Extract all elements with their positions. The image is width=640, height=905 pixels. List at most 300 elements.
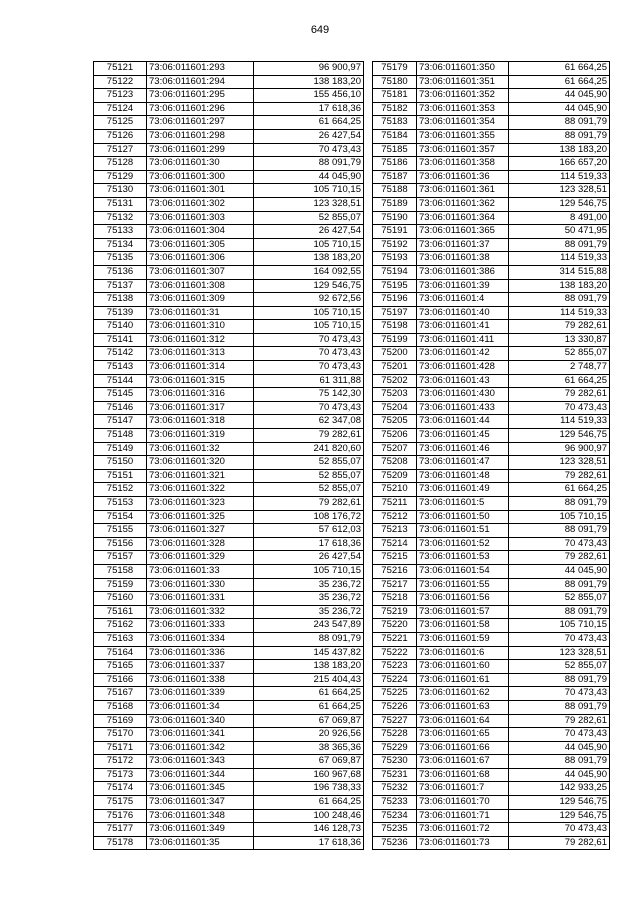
cadastral-value: 52 855,07: [254, 469, 364, 483]
cadastral-value: 57 612,03: [254, 524, 364, 538]
row-number: 75146: [94, 401, 147, 415]
row-number: 75167: [94, 687, 147, 701]
table-row: [94, 809, 364, 823]
cadastral-number: 73:06:011601:341: [147, 728, 254, 742]
table-row: [94, 551, 364, 565]
table-row: [373, 510, 610, 524]
table-row: [94, 755, 364, 769]
cadastral-number: 73:06:011601:350: [417, 62, 509, 76]
row-number: 75235: [373, 823, 417, 837]
cadastral-value: 70 473,43: [254, 333, 364, 347]
row-number: 75202: [373, 374, 417, 388]
cadastral-value: 105 710,15: [254, 306, 364, 320]
row-number: 75185: [373, 143, 417, 157]
cadastral-value: 215 404,43: [254, 673, 364, 687]
table-row: [373, 605, 610, 619]
cadastral-number: 73:06:011601:361: [417, 184, 509, 198]
cadastral-value: 50 471,95: [509, 225, 610, 239]
table-row: [373, 306, 610, 320]
table-row: [94, 429, 364, 443]
row-number: 75218: [373, 592, 417, 606]
cadastral-value: 44 045,90: [509, 741, 610, 755]
cadastral-value: 129 546,75: [509, 809, 610, 823]
row-number: 75209: [373, 469, 417, 483]
row-number: 75162: [94, 619, 147, 633]
cadastral-number: 73:06:011601:293: [147, 62, 254, 76]
row-number: 75190: [373, 211, 417, 225]
row-number: 75193: [373, 252, 417, 266]
cadastral-value: 44 045,90: [254, 170, 364, 184]
cadastral-value: 8 491,00: [509, 211, 610, 225]
table-row: [373, 211, 610, 225]
table-body-right: [373, 62, 610, 850]
cadastral-table-right: [372, 61, 610, 850]
table-row: [94, 660, 364, 674]
cadastral-value: 164 092,55: [254, 265, 364, 279]
table-row: [373, 687, 610, 701]
cadastral-number: 73:06:011601:338: [147, 673, 254, 687]
cadastral-value: 61 664,25: [509, 62, 610, 76]
cadastral-value: 52 855,07: [509, 347, 610, 361]
cadastral-value: 70 473,43: [254, 143, 364, 157]
cadastral-value: 146 128,73: [254, 823, 364, 837]
cadastral-number: 73:06:011601:66: [417, 741, 509, 755]
cadastral-value: 88 091,79: [509, 578, 610, 592]
cadastral-value: 314 515,88: [509, 265, 610, 279]
table-row: [94, 796, 364, 810]
row-number: 75165: [94, 660, 147, 674]
cadastral-number: 73:06:011601:339: [147, 687, 254, 701]
table-row: [94, 714, 364, 728]
cadastral-number: 73:06:011601:313: [147, 347, 254, 361]
table-row: [373, 170, 610, 184]
table-row: [94, 605, 364, 619]
row-number: 75135: [94, 252, 147, 266]
table-row: [373, 415, 610, 429]
cadastral-value: 79 282,61: [509, 714, 610, 728]
cadastral-number: 73:06:011601:411: [417, 333, 509, 347]
table-row: [373, 361, 610, 375]
table-row: [373, 116, 610, 130]
table-row: [373, 796, 610, 810]
cadastral-value: 44 045,90: [509, 102, 610, 116]
row-number: 75227: [373, 714, 417, 728]
row-number: 75205: [373, 415, 417, 429]
cadastral-value: 61 664,25: [509, 483, 610, 497]
cadastral-number: 73:06:011601:329: [147, 551, 254, 565]
row-number: 75232: [373, 782, 417, 796]
cadastral-value: 61 311,88: [254, 374, 364, 388]
cadastral-value: 70 473,43: [254, 361, 364, 375]
cadastral-number: 73:06:011601:301: [147, 184, 254, 198]
row-number: 75151: [94, 469, 147, 483]
row-number: 75173: [94, 768, 147, 782]
table-row: [94, 347, 364, 361]
row-number: 75131: [94, 197, 147, 211]
table-row: [94, 401, 364, 415]
table-row: [373, 333, 610, 347]
cadastral-number: 73:06:011601:310: [147, 320, 254, 334]
cadastral-number: 73:06:011601:4: [417, 293, 509, 307]
table-row: [373, 632, 610, 646]
cadastral-value: 79 282,61: [509, 836, 610, 850]
row-number: 75208: [373, 456, 417, 470]
cadastral-number: 73:06:011601:59: [417, 632, 509, 646]
row-number: 75201: [373, 361, 417, 375]
cadastral-value: 88 091,79: [509, 524, 610, 538]
cadastral-value: 123 328,51: [509, 646, 610, 660]
cadastral-value: 35 236,72: [254, 578, 364, 592]
cadastral-number: 73:06:011601:47: [417, 456, 509, 470]
cadastral-value: 70 473,43: [509, 632, 610, 646]
cadastral-value: 62 347,08: [254, 415, 364, 429]
table-row: [94, 782, 364, 796]
cadastral-value: 17 618,36: [254, 836, 364, 850]
cadastral-value: 26 427,54: [254, 225, 364, 239]
cadastral-value: 88 091,79: [509, 116, 610, 130]
row-number: 75233: [373, 796, 417, 810]
table-row: [373, 252, 610, 266]
cadastral-number: 73:06:011601:321: [147, 469, 254, 483]
table-row: [373, 102, 610, 116]
row-number: 75139: [94, 306, 147, 320]
table-row: [94, 728, 364, 742]
row-number: 75229: [373, 741, 417, 755]
row-number: 75196: [373, 293, 417, 307]
row-number: 75160: [94, 592, 147, 606]
cadastral-value: 70 473,43: [509, 401, 610, 415]
table-row: [373, 741, 610, 755]
row-number: 75147: [94, 415, 147, 429]
table-row: [373, 320, 610, 334]
cadastral-number: 73:06:011601:308: [147, 279, 254, 293]
table-row: [373, 578, 610, 592]
cadastral-number: 73:06:011601:358: [417, 157, 509, 171]
table-row: [94, 469, 364, 483]
table-row: [373, 700, 610, 714]
table-row: [373, 429, 610, 443]
table-row: [94, 673, 364, 687]
table-row: [94, 320, 364, 334]
cadastral-number: 73:06:011601:298: [147, 129, 254, 143]
row-number: 75231: [373, 768, 417, 782]
cadastral-value: 17 618,36: [254, 537, 364, 551]
cadastral-number: 73:06:011601:58: [417, 619, 509, 633]
table-row: [373, 660, 610, 674]
row-number: 75144: [94, 374, 147, 388]
table-row: [373, 456, 610, 470]
row-number: 75188: [373, 184, 417, 198]
cadastral-number: 73:06:011601:314: [147, 361, 254, 375]
table-row: [373, 551, 610, 565]
table-row: [94, 197, 364, 211]
row-number: 75140: [94, 320, 147, 334]
cadastral-value: 88 091,79: [509, 700, 610, 714]
cadastral-number: 73:06:011601:37: [417, 238, 509, 252]
table-row: [373, 442, 610, 456]
cadastral-value: 123 328,51: [509, 456, 610, 470]
cadastral-value: 52 855,07: [254, 211, 364, 225]
table-row: [373, 374, 610, 388]
row-number: 75157: [94, 551, 147, 565]
cadastral-number: 73:06:011601:56: [417, 592, 509, 606]
cadastral-value: 105 710,15: [509, 619, 610, 633]
cadastral-number: 73:06:011601:307: [147, 265, 254, 279]
cadastral-number: 73:06:011601:354: [417, 116, 509, 130]
cadastral-number: 73:06:011601:53: [417, 551, 509, 565]
cadastral-value: 79 282,61: [254, 497, 364, 511]
cadastral-value: 88 091,79: [509, 673, 610, 687]
cadastral-number: 73:06:011601:73: [417, 836, 509, 850]
row-number: 75220: [373, 619, 417, 633]
table-row: [373, 823, 610, 837]
row-number: 75161: [94, 605, 147, 619]
cadastral-value: 67 069,87: [254, 755, 364, 769]
row-number: 75154: [94, 510, 147, 524]
cadastral-value: 70 473,43: [254, 401, 364, 415]
cadastral-number: 73:06:011601:336: [147, 646, 254, 660]
row-number: 75192: [373, 238, 417, 252]
cadastral-number: 73:06:011601:42: [417, 347, 509, 361]
row-number: 75174: [94, 782, 147, 796]
row-number: 75191: [373, 225, 417, 239]
row-number: 75234: [373, 809, 417, 823]
table-row: [373, 836, 610, 850]
cadastral-number: 73:06:011601:72: [417, 823, 509, 837]
table-row: [94, 510, 364, 524]
cadastral-value: 61 664,25: [254, 700, 364, 714]
table-row: [94, 456, 364, 470]
table-row: [373, 497, 610, 511]
table-row: [94, 619, 364, 633]
cadastral-value: 96 900,97: [509, 442, 610, 456]
row-number: 75198: [373, 320, 417, 334]
cadastral-number: 73:06:011601:317: [147, 401, 254, 415]
cadastral-number: 73:06:011601:315: [147, 374, 254, 388]
cadastral-number: 73:06:011601:300: [147, 170, 254, 184]
row-number: 75158: [94, 564, 147, 578]
cadastral-number: 73:06:011601:32: [147, 442, 254, 456]
cadastral-value: 70 473,43: [509, 823, 610, 837]
table-row: [373, 469, 610, 483]
cadastral-number: 73:06:011601:337: [147, 660, 254, 674]
table-row: [373, 238, 610, 252]
row-number: 75203: [373, 388, 417, 402]
cadastral-number: 73:06:011601:57: [417, 605, 509, 619]
row-number: 75236: [373, 836, 417, 850]
cadastral-number: 73:06:011601:64: [417, 714, 509, 728]
table-row: [373, 524, 610, 538]
row-number: 75172: [94, 755, 147, 769]
cadastral-number: 73:06:011601:41: [417, 320, 509, 334]
cadastral-value: 70 473,43: [509, 728, 610, 742]
row-number: 75123: [94, 89, 147, 103]
cadastral-number: 73:06:011601:31: [147, 306, 254, 320]
table-row: [373, 768, 610, 782]
table-row: [94, 238, 364, 252]
table-row: [94, 374, 364, 388]
row-number: 75215: [373, 551, 417, 565]
page-number: 649: [310, 24, 330, 36]
row-number: 75187: [373, 170, 417, 184]
row-number: 75181: [373, 89, 417, 103]
cadastral-value: 129 546,75: [254, 279, 364, 293]
cadastral-value: 142 933,25: [509, 782, 610, 796]
cadastral-number: 73:06:011601:312: [147, 333, 254, 347]
cadastral-value: 114 519,33: [509, 415, 610, 429]
table-row: [373, 728, 610, 742]
cadastral-value: 88 091,79: [509, 497, 610, 511]
row-number: 75153: [94, 497, 147, 511]
row-number: 75219: [373, 605, 417, 619]
cadastral-number: 73:06:011601:331: [147, 592, 254, 606]
row-number: 75207: [373, 442, 417, 456]
cadastral-number: 73:06:011601:55: [417, 578, 509, 592]
cadastral-value: 105 710,15: [254, 184, 364, 198]
cadastral-number: 73:06:011601:38: [417, 252, 509, 266]
cadastral-number: 73:06:011601:303: [147, 211, 254, 225]
cadastral-value: 138 183,20: [509, 143, 610, 157]
cadastral-number: 73:06:011601:45: [417, 429, 509, 443]
row-number: 75223: [373, 660, 417, 674]
table-row: [373, 197, 610, 211]
table-row: [373, 279, 610, 293]
cadastral-number: 73:06:011601:332: [147, 605, 254, 619]
cadastral-number: 73:06:011601:365: [417, 225, 509, 239]
cadastral-number: 73:06:011601:63: [417, 700, 509, 714]
cadastral-number: 73:06:011601:362: [417, 197, 509, 211]
cadastral-value: 2 748,77: [509, 361, 610, 375]
table-row: [94, 497, 364, 511]
row-number: 75225: [373, 687, 417, 701]
row-number: 75177: [94, 823, 147, 837]
table-row: [94, 252, 364, 266]
cadastral-number: 73:06:011601:430: [417, 388, 509, 402]
table-row: [94, 279, 364, 293]
row-number: 75178: [94, 836, 147, 850]
row-number: 75159: [94, 578, 147, 592]
table-row: [94, 646, 364, 660]
table-row: [373, 714, 610, 728]
table-row: [373, 619, 610, 633]
table-row: [373, 483, 610, 497]
row-number: 75216: [373, 564, 417, 578]
cadastral-value: 108 176,72: [254, 510, 364, 524]
row-number: 75155: [94, 524, 147, 538]
cadastral-number: 73:06:011601:342: [147, 741, 254, 755]
cadastral-number: 73:06:011601:5: [417, 497, 509, 511]
cadastral-value: 67 069,87: [254, 714, 364, 728]
table-row: [94, 129, 364, 143]
table-row: [373, 62, 610, 76]
table-row: [94, 89, 364, 103]
row-number: 75127: [94, 143, 147, 157]
table-row: [373, 184, 610, 198]
cadastral-value: 243 547,89: [254, 619, 364, 633]
table-row: [94, 592, 364, 606]
cadastral-number: 73:06:011601:306: [147, 252, 254, 266]
row-number: 75226: [373, 700, 417, 714]
table-row: [94, 293, 364, 307]
row-number: 75204: [373, 401, 417, 415]
cadastral-number: 73:06:011601:61: [417, 673, 509, 687]
cadastral-number: 73:06:011601:344: [147, 768, 254, 782]
row-number: 75200: [373, 347, 417, 361]
table-body-left: [94, 62, 364, 850]
cadastral-number: 73:06:011601:50: [417, 510, 509, 524]
cadastral-number: 73:06:011601:35: [147, 836, 254, 850]
cadastral-value: 44 045,90: [509, 89, 610, 103]
cadastral-number: 73:06:011601:357: [417, 143, 509, 157]
table-row: [94, 823, 364, 837]
cadastral-number: 73:06:011601:340: [147, 714, 254, 728]
cadastral-value: 129 546,75: [509, 197, 610, 211]
cadastral-number: 73:06:011601:309: [147, 293, 254, 307]
row-number: 75171: [94, 741, 147, 755]
row-number: 75195: [373, 279, 417, 293]
cadastral-number: 73:06:011601:364: [417, 211, 509, 225]
cadastral-number: 73:06:011601:355: [417, 129, 509, 143]
row-number: 75149: [94, 442, 147, 456]
table-row: [94, 741, 364, 755]
table-row: [94, 75, 364, 89]
table-row: [373, 564, 610, 578]
cadastral-value: 88 091,79: [254, 632, 364, 646]
cadastral-value: 20 926,56: [254, 728, 364, 742]
row-number: 75199: [373, 333, 417, 347]
table-row: [373, 388, 610, 402]
row-number: 75230: [373, 755, 417, 769]
cadastral-value: 17 618,36: [254, 102, 364, 116]
cadastral-number: 73:06:011601:60: [417, 660, 509, 674]
cadastral-number: 73:06:011601:46: [417, 442, 509, 456]
cadastral-number: 73:06:011601:319: [147, 429, 254, 443]
table-row: [373, 157, 610, 171]
row-number: 75148: [94, 429, 147, 443]
cadastral-value: 155 456,10: [254, 89, 364, 103]
table-row: [94, 442, 364, 456]
row-number: 75156: [94, 537, 147, 551]
cadastral-value: 129 546,75: [509, 429, 610, 443]
cadastral-number: 73:06:011601:428: [417, 361, 509, 375]
row-number: 75138: [94, 293, 147, 307]
cadastral-number: 73:06:011601:7: [417, 782, 509, 796]
cadastral-number: 73:06:011601:327: [147, 524, 254, 538]
cadastral-number: 73:06:011601:352: [417, 89, 509, 103]
table-row: [373, 673, 610, 687]
row-number: 75143: [94, 361, 147, 375]
cadastral-value: 88 091,79: [509, 293, 610, 307]
cadastral-value: 52 855,07: [509, 592, 610, 606]
row-number: 75124: [94, 102, 147, 116]
table-row: [373, 89, 610, 103]
cadastral-value: 75 142,30: [254, 388, 364, 402]
row-number: 75150: [94, 456, 147, 470]
cadastral-value: 79 282,61: [254, 429, 364, 443]
cadastral-number: 73:06:011601:302: [147, 197, 254, 211]
row-number: 75129: [94, 170, 147, 184]
table-row: [94, 524, 364, 538]
table-row: [94, 225, 364, 239]
row-number: 75166: [94, 673, 147, 687]
table-row: [94, 170, 364, 184]
cadastral-number: 73:06:011601:304: [147, 225, 254, 239]
cadastral-value: 35 236,72: [254, 592, 364, 606]
cadastral-value: 105 710,15: [509, 510, 610, 524]
table-row: [373, 143, 610, 157]
table-row: [373, 592, 610, 606]
cadastral-number: 73:06:011601:70: [417, 796, 509, 810]
